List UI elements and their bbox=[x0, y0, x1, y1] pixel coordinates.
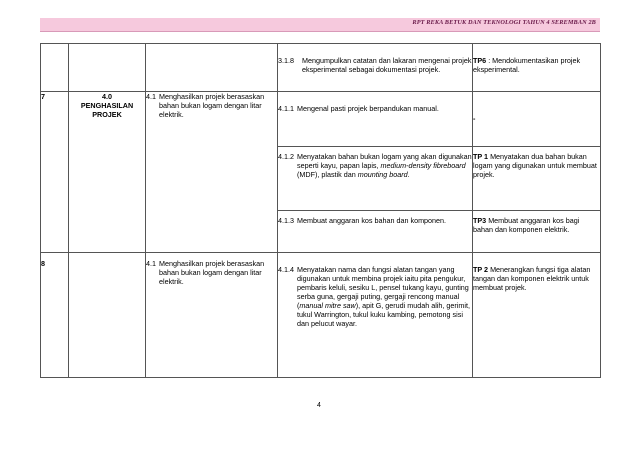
learning-item-text: Mengenal pasti projek berpandukan manual. bbox=[297, 104, 439, 113]
learning-standard-cell bbox=[278, 92, 476, 147]
standard-cell bbox=[146, 44, 278, 92]
performance-empty-dash: - bbox=[473, 114, 476, 123]
content-standard-number: 4.1 bbox=[146, 92, 156, 101]
week-number: 7 bbox=[41, 92, 69, 253]
learning-item-number: 3.1.8 bbox=[278, 56, 294, 65]
tp-text: : Mendokumentasikan projek eksperimental. bbox=[473, 56, 581, 74]
learning-item-number: 4.1.3 bbox=[278, 216, 294, 225]
tp-code: TP 2 bbox=[473, 265, 489, 274]
content-standard-item bbox=[146, 92, 277, 119]
tp-code: TP 1 bbox=[473, 152, 489, 161]
performance-cell bbox=[473, 253, 601, 378]
learning-standard-cell bbox=[278, 147, 473, 211]
table-row bbox=[41, 253, 601, 378]
topic-title-line: PROJEK bbox=[92, 110, 122, 119]
learning-item bbox=[278, 216, 472, 225]
table-row bbox=[41, 92, 601, 147]
tp-text: Menerangkan fungsi tiga alatan tangan dan komponen elektrik untuk membuat projek. bbox=[473, 265, 591, 292]
curriculum-table bbox=[40, 43, 601, 378]
content-standard-text: Menghasilkan projek berasaskan bahan bukan logam dengan litar elektrik. bbox=[159, 92, 265, 119]
tp-code: TP3 bbox=[473, 216, 487, 225]
learning-standard-cell bbox=[278, 253, 473, 378]
document-header-band bbox=[40, 18, 600, 32]
tp-text: Menyatakan dua bahan bukan logam yang digunakan untuk membuat projek. bbox=[473, 152, 597, 179]
learning-item-text: Mengumpulkan catatan dan lakaran mengenai projek eksperimental sebagai dokumentasi projek. bbox=[302, 56, 472, 74]
tp-text: Membuat anggaran kos bagi bahan dan komponen elektrik. bbox=[473, 216, 580, 234]
content-standard-item bbox=[146, 259, 277, 286]
page-number: 4 bbox=[317, 402, 321, 409]
content-standard-number: 4.1 bbox=[146, 259, 156, 268]
title-cell bbox=[69, 44, 146, 92]
learning-item-text: Membuat anggaran kos bahan dan komponen. bbox=[297, 216, 447, 225]
week-number: 8 bbox=[41, 253, 69, 378]
document-header-title: RPT REKA BETUK DAN TEKNOLOGI TAHUN 4 SEREMBAN 2B bbox=[412, 19, 596, 26]
learning-item-number: 4.1.4 bbox=[278, 265, 294, 274]
performance-cell bbox=[473, 44, 601, 92]
topic-title-cell bbox=[69, 92, 146, 253]
performance-cell bbox=[473, 211, 601, 253]
learning-item bbox=[278, 104, 472, 113]
table-row bbox=[41, 44, 601, 92]
learning-item-number: 4.1.2 bbox=[278, 152, 294, 161]
learning-item bbox=[278, 265, 472, 328]
performance-cell bbox=[473, 147, 601, 211]
learning-standard-cell bbox=[278, 44, 473, 92]
learning-standard-cell bbox=[278, 211, 473, 253]
topic-number: 4.0 bbox=[102, 92, 112, 101]
topic-title-line: PENGHASILAN bbox=[80, 101, 134, 110]
tp-code: TP6 bbox=[473, 56, 487, 65]
content-standard-text: Menghasilkan projek berasaskan bahan bukan logam dengan litar elektrik. bbox=[159, 259, 265, 286]
learning-item-text: Menyatakan bahan bukan logam yang akan digunakan seperti kayu, papan lapis, medium-density fibreboard (MDF), plastik dan mounting board. bbox=[297, 152, 472, 179]
content-standard-cell bbox=[146, 253, 278, 378]
performance-cell bbox=[473, 92, 601, 147]
learning-item-text: Menyatakan nama dan fungsi alatan tangan yang digunakan untuk membina projek iaitu pita pengukur, pembaris keluli, sesiku L, pensel tukang kayu, gunting serba guna, gergaji puting, gergaji rencong manual (manual mitre saw), apit G, gerudi mudah alih, gerimit, tukul Warrington, tukul kuku kambing, pemotong sisi dan pelucut wayar. bbox=[297, 265, 470, 328]
content-standard-cell bbox=[146, 92, 278, 253]
learning-item bbox=[278, 152, 472, 179]
learning-item-number: 4.1.1 bbox=[278, 104, 294, 113]
learning-item bbox=[278, 56, 472, 74]
topic-title-cell bbox=[69, 253, 146, 378]
week-cell bbox=[41, 44, 69, 92]
